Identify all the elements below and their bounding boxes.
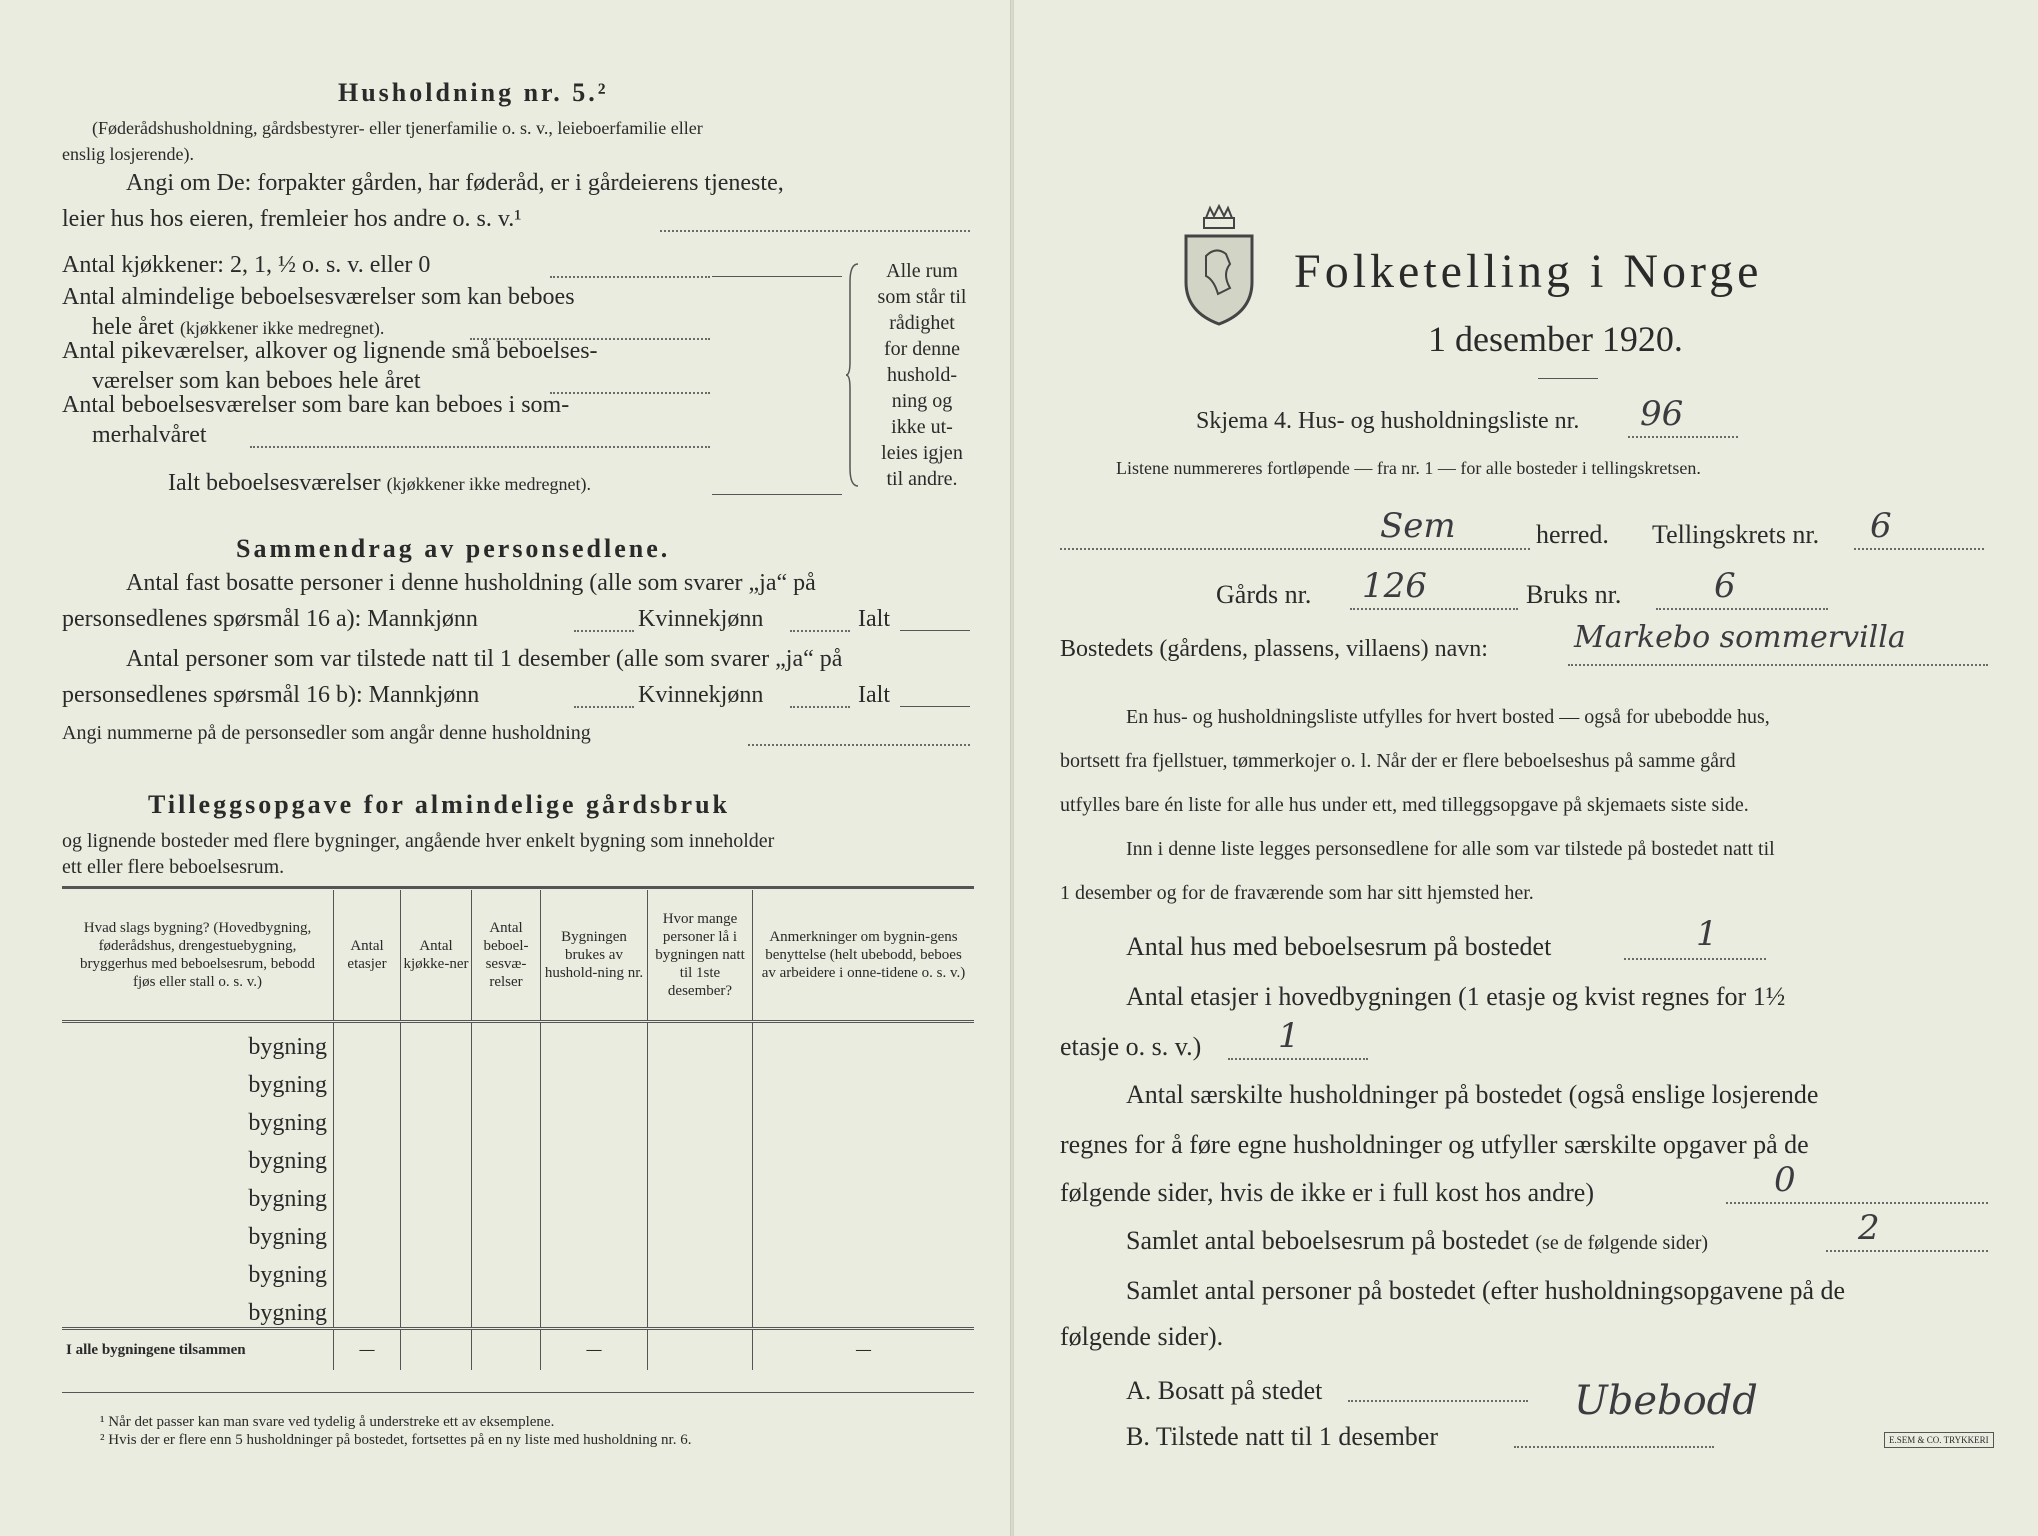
samlet-rum-answer-line [1826,1250,1988,1252]
cell[interactable] [334,1022,401,1062]
tilst-kvinne-label: Kvinnekjønn [638,682,764,708]
cell[interactable] [334,1251,401,1289]
printer-stamp: E.SEM & CO. TRYKKERI [1884,1432,1994,1448]
cell[interactable] [472,1061,541,1099]
brace-note [862,258,982,492]
tilstede-label: B. Tilstede natt til 1 desember [1126,1422,1438,1451]
hus-label: Antal hus med beboelsesrum på bostedet [1126,932,1552,961]
row-label: bygning [248,1262,327,1288]
cell[interactable] [541,1099,648,1137]
tillegg-title: Tilleggsopgave for almindelige gårdsbruk [148,790,731,819]
ialt-text: Ialt beboelsesværelser [168,470,381,496]
gards-label: Gårds nr. [1216,580,1312,609]
row-label: bygning [248,1186,327,1212]
cell[interactable] [401,1137,472,1175]
household-subtitle: (Føderådshusholdning, gårdsbestyrer- eller tjenerfamilie o. s. v., leieboerfamilie eller [92,118,703,138]
fast-ialt-answer [900,630,970,631]
tillegg-line-1: og lignende bosteder med flere bygninger, angående hver enkelt bygning som inneholder [62,830,775,852]
table-header-row [62,890,974,1022]
table-row [62,1022,974,1062]
table-bottom-rule [62,1392,974,1393]
cell[interactable] [753,1289,975,1329]
brace-note-line: rådighet [889,312,955,334]
cell[interactable] [401,1022,472,1062]
household-title: Husholdning nr. 5.² [338,78,609,107]
table-top-rule [62,886,974,889]
cell[interactable] [401,1289,472,1329]
buildings-table [62,890,974,1370]
table-row [62,1213,974,1251]
cell[interactable] [541,1061,648,1099]
col-header-beboelsesvaerelser: Antal beboel-sesvæ-relser [472,890,541,1022]
brace-note-line: hushold- [887,364,957,386]
tilst-kvinne-answer [790,706,850,708]
hus-value[interactable]: 1 [1696,914,1718,954]
alm-line-2-text: hele året [92,314,174,340]
cell[interactable] [334,1175,401,1213]
fast-kvinne-label: Kvinnekjønn [638,606,764,632]
sammendrag-title: Sammendrag av personsedlene. [236,534,671,563]
census-date: 1 desember 1920. [1428,319,1683,359]
sarskilte-value[interactable]: 0 [1774,1160,1796,1200]
cell[interactable] [334,1137,401,1175]
brace-note-line: som står til [877,286,967,308]
cell[interactable] [401,1099,472,1137]
cell[interactable] [753,1061,975,1099]
right-page [1014,0,2038,1536]
fast-line-1: Antal fast bosatte personer i denne husholdning (alle som svarer „ja“ på [126,570,816,596]
tellingskrets-answer-line [1854,548,1984,550]
tilst-ialt-answer [900,706,970,707]
som-line-2: merhalvåret [92,422,207,448]
herred-value[interactable]: Sem [1380,506,1456,546]
row-label: bygning [248,1072,327,1098]
cell[interactable] [648,1251,753,1289]
samlet-rum-note: (se de følgende sider) [1535,1232,1709,1254]
cell[interactable] [648,1099,753,1137]
table-row [62,1289,974,1329]
listene-note: Listene nummereres fortløpende — fra nr. 1 — for alle bosteder i tellingskretsen. [1116,458,1701,478]
ialt-line [168,470,591,497]
cell[interactable] [472,1175,541,1213]
ubebodd-value[interactable]: Ubebodd [1574,1378,1758,1424]
row-label: bygning [248,1300,327,1326]
tilst-line-2: personsedlenes spørsmål 16 b): Mannkjønn [62,682,480,708]
fast-line-2-text: personsedlenes spørsmål 16 a): Mannkjønn [62,606,478,632]
kjokkener-total-line [712,276,842,277]
pike-line-1: Antal pikeværelser, alkover og lignende små beboelses- [62,338,598,364]
tilst-ialt-label: Ialt [858,682,890,708]
cell[interactable] [541,1213,648,1251]
row-label: bygning [248,1110,327,1136]
total-cell[interactable] [401,1329,472,1371]
brace-note-line: ikke ut- [891,416,953,438]
tellingskrets-value[interactable]: 6 [1870,506,1892,546]
etasjer-answer-line [1228,1058,1368,1060]
cell[interactable] [334,1061,401,1099]
bosted-value[interactable]: Markebo sommervilla [1574,620,1906,655]
instructions-1b: bortsett fra fjellstuer, tømmerkojer o. l. Når der er flere beboelseshus på samme gård [1060,750,1736,772]
samlet-personer-line-2: følgende sider). [1060,1322,1224,1351]
cell[interactable] [753,1213,975,1251]
instructions-1c: utfylles bare én liste for alle hus under ett, med tilleggsopgave på skjemaets siste side. [1060,794,1749,816]
bosatt-label: A. Bosatt på stedet [1126,1376,1323,1405]
cell[interactable] [472,1022,541,1062]
tilstede-answer-line [1514,1446,1714,1448]
angi-nummer-line: Angi nummerne på de personsedler som angår denne husholdning [62,722,591,744]
cell[interactable] [753,1251,975,1289]
etasjer-value[interactable]: 1 [1278,1016,1300,1056]
pike-line-2: værelser som kan beboes hele året [92,368,421,394]
tilst-mann-answer [574,706,634,708]
cell[interactable] [334,1213,401,1251]
col-header-bygning: Hvad slags bygning? (Hovedbygning, føderådshus, drengestuebygning, bryggerhus med beboelsesrum, bebodd fjøs eller stall o. s. v.) [62,890,334,1022]
samlet-rum-value[interactable]: 2 [1858,1208,1880,1248]
cell[interactable] [753,1099,975,1137]
total-cell: — [753,1329,975,1371]
cell[interactable] [472,1099,541,1137]
angi-nummer-answer [748,744,970,746]
cell[interactable] [648,1213,753,1251]
fast-line-2 [62,606,478,633]
curly-brace-icon [846,262,862,488]
col-header-etasjer: Antal etasjer [334,890,401,1022]
samlet-rum-line [1126,1226,1708,1256]
col-header-personer: Hvor mange personer lå i bygningen natt til 1ste desember? [648,890,753,1022]
cell[interactable] [753,1022,975,1062]
cell[interactable] [334,1289,401,1329]
bruks-answer-line [1656,608,1828,610]
cell[interactable] [401,1061,472,1099]
kjokkener-answer [550,276,710,278]
tellingskrets-label: Tellingskrets nr. [1652,520,1820,549]
table-total-row [62,1329,974,1371]
bosted-label: Bostedets (gårdens, plassens, villaens) navn: [1060,636,1488,662]
alm-line-2-note: (kjøkkener ikke medregnet). [179,318,385,338]
cell[interactable] [401,1251,472,1289]
col-header-kjokkener: Antal kjøkke-ner [401,890,472,1022]
brace-note-line: leies igjen [881,442,963,464]
cell[interactable] [472,1289,541,1329]
total-cell: — [334,1329,401,1371]
cell[interactable] [401,1213,472,1251]
sarskilte-answer-line [1726,1202,1988,1204]
etasjer-line-1: Antal etasjer i hovedbygningen (1 etasje og kvist regnes for 1½ [1126,982,1786,1011]
total-cell[interactable] [648,1329,753,1371]
cell[interactable] [472,1213,541,1251]
ialt-note: (kjøkkener ikke medregnet). [386,474,592,494]
cell[interactable] [648,1175,753,1213]
cell[interactable] [648,1289,753,1329]
sarskilte-line-2: regnes for å føre egne husholdninger og utfyller særskilte opgaver på de [1060,1130,1809,1159]
title-divider [1538,378,1598,379]
tilst-line-1: Antal personer som var tilstede natt til 1 desember (alle som svarer „ja“ på [126,646,843,672]
alm-line-1: Antal almindelige beboelsesværelser som kan beboes [62,284,575,310]
ialt-answer [712,494,842,495]
cell[interactable] [648,1061,753,1099]
instructions-2b: 1 desember og for de fraværende som har sitt hjemsted her. [1060,882,1534,904]
cell[interactable] [541,1022,648,1062]
cell[interactable] [401,1175,472,1213]
census-title: Folketelling i Norge [1294,245,1763,298]
herred-label: herred. [1536,520,1609,549]
skjema-label: Skjema 4. Hus- og husholdningsliste nr. [1196,408,1580,434]
cell[interactable] [541,1137,648,1175]
instructions-1a: En hus- og husholdningsliste utfylles for hvert bosted — også for ubebodde hus, [1126,706,1770,728]
total-cell[interactable] [472,1329,541,1371]
kjokkener-label: Antal kjøkkener: 2, 1, ½ o. s. v. eller 0 [62,252,431,278]
left-page [0,0,1011,1536]
total-label: I alle bygningene tilsammen [62,1329,334,1371]
row-label: bygning [248,1148,327,1174]
row-label: bygning [248,1224,327,1250]
cell[interactable] [648,1137,753,1175]
table-row [62,1137,974,1175]
cell[interactable] [753,1175,975,1213]
skjema-answer-line [1628,436,1738,438]
household-subtitle-2: enslig losjerende). [62,144,194,164]
cell[interactable] [541,1251,648,1289]
etasjer-line-2: etasje o. s. v.) [1060,1032,1202,1061]
alm-line-2 [92,314,384,341]
brace-note-line: for denne [883,338,961,360]
cell[interactable] [648,1022,753,1062]
angi-answer-line [660,230,970,232]
sarskilte-line-1: Antal særskilte husholdninger på bostedet (også enslige losjerende [1126,1080,1819,1109]
footnote-2: ² Hvis der er flere enn 5 husholdninger på bostedet, fortsettes på en ny liste med husholdning nr. 6. [100,1432,692,1448]
table-row [62,1099,974,1137]
row-label: bygning [248,1034,327,1060]
cell[interactable] [472,1137,541,1175]
fast-kvinne-answer [790,630,850,632]
brace-note-line: Alle rum [886,260,958,282]
brace-note-line: til andre. [886,468,958,490]
footnote-1: ¹ Når det passer kan man svare ved tydelig å understreke ett av eksemplene. [100,1414,555,1430]
cell[interactable] [472,1251,541,1289]
pike-answer [550,392,710,394]
table-row [62,1175,974,1213]
samlet-personer-line-1: Samlet antal personer på bostedet (efter husholdningsopgavene på de [1126,1276,1846,1305]
bruks-label: Bruks nr. [1526,580,1622,609]
total-cell: — [541,1329,648,1371]
bruks-value[interactable]: 6 [1714,566,1736,606]
angi-line-1: Angi om De: forpakter gården, har føderåd, er i gårdeierens tjeneste, [126,170,784,196]
instructions-2a: Inn i denne liste legges personsedlene for alle som var tilstede på bostedet natt til [1126,838,1775,860]
cell[interactable] [753,1137,975,1175]
samlet-rum-label: Samlet antal beboelsesrum på bostedet [1126,1226,1529,1255]
bosted-answer-line [1568,664,1988,666]
fast-ialt-label: Ialt [858,606,890,632]
norway-coat-of-arms-icon [1176,204,1262,328]
gards-value[interactable]: 126 [1362,566,1427,606]
table-row [62,1061,974,1099]
tillegg-line-2: ett eller flere beboelsesrum. [62,856,285,878]
col-header-anmerkninger: Anmerkninger om bygnin-gens benyttelse (helt ubebodd, beboes av arbeidere i onne-tidene o. s. v.) [753,890,975,1022]
hus-answer-line [1624,958,1766,960]
som-line-1: Antal beboelsesværelser som bare kan beboes i som- [62,392,570,418]
cell[interactable] [541,1175,648,1213]
col-header-husholdning: Bygningen brukes av hushold-ning nr. [541,890,648,1022]
table-row [62,1251,974,1289]
cell[interactable] [541,1289,648,1329]
sarskilte-line-3: følgende sider, hvis de ikke er i full kost hos andre) [1060,1178,1594,1207]
bosatt-answer-line [1348,1400,1528,1402]
herred-answer-line [1060,548,1530,550]
brace-note-line: ning og [891,390,953,412]
gards-answer-line [1350,608,1518,610]
skjema-value[interactable]: 96 [1640,394,1684,434]
cell[interactable] [334,1099,401,1137]
fast-mann-answer [574,630,634,632]
angi-line-2: leier hus hos eieren, fremleier hos andre o. s. v.¹ [62,206,522,232]
som-answer [250,446,710,448]
